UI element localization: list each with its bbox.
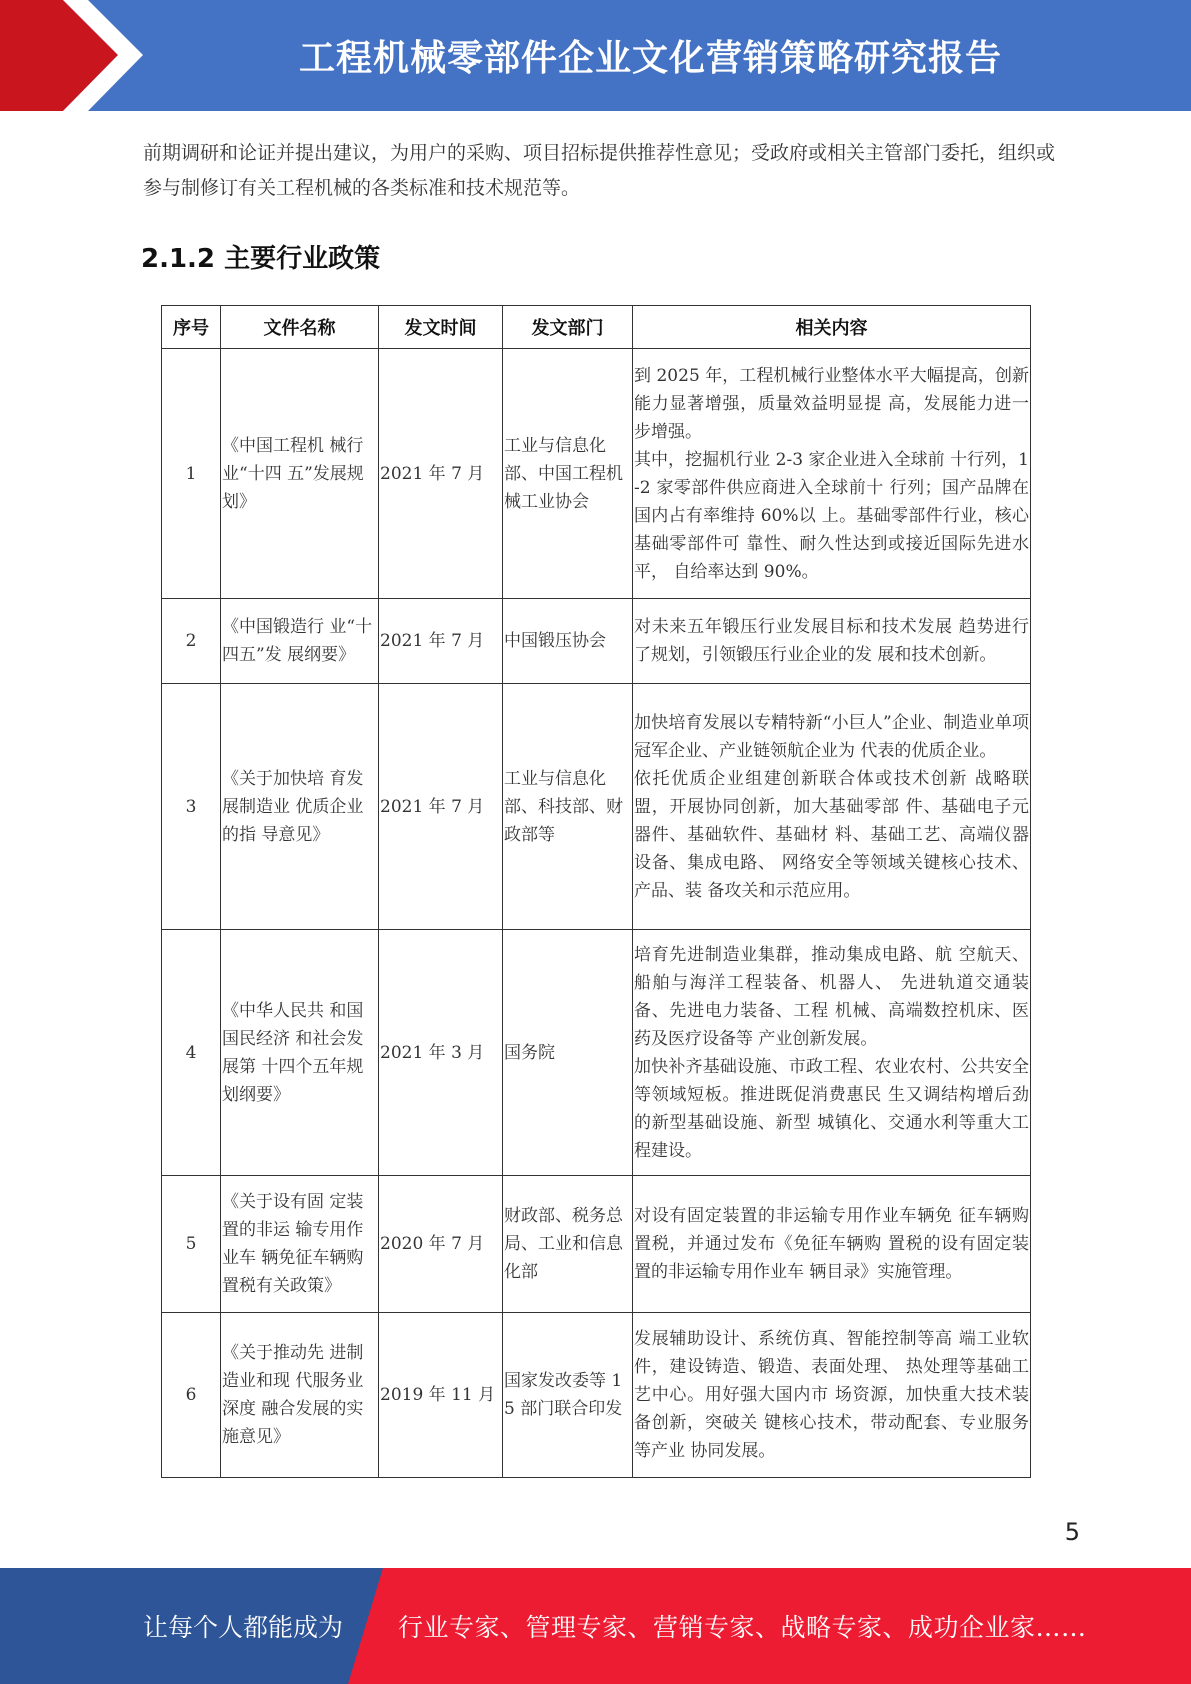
cell-content: 发展辅助设计、系统仿真、智能控制等高 端工业软件，建设铸造、锻造、表面处理、 热处理等基础工艺中心。用好强大国内市 场资源，加快重大技术装备创新，突破关 键核心技术，带动配套、专业服务等产业 协同发展。 (633, 1313, 1031, 1478)
cell-no: 4 (162, 930, 221, 1176)
cell-no: 5 (162, 1176, 221, 1313)
cell-content: 对未来五年锻压行业发展目标和技术发展 趋势进行了规划，引领锻压行业企业的发 展和技术创新。 (633, 599, 1031, 684)
cell-date: 2021 年 7 月 (379, 599, 503, 684)
cell-content: 对设有固定装置的非运输专用作业车辆免 征车辆购置税，并通过发布《免征车辆购 置税的设有固定装置的非运输专用作业车 辆目录》实施管理。 (633, 1176, 1031, 1313)
cell-no: 2 (162, 599, 221, 684)
table-row (162, 1176, 1031, 1313)
page-footer (0, 1568, 1191, 1684)
cell-dept: 工业与信息化部、科技部、财政部等 (503, 684, 633, 930)
section-heading: 2.1.2 主要行业政策 (141, 244, 381, 274)
cell-dept: 工业与信息化部、中国工程机械工业协会 (503, 349, 633, 599)
table-cutoff (150, 1478, 1050, 1538)
table-row (162, 930, 1031, 1176)
cell-name: 《关于加快培 育发展制造业 优质企业的指 导意见》 (221, 684, 379, 930)
intro-paragraph: 前期调研和论证并提出建议，为用户的采购、项目招标提供推荐性意见；受政府或相关主管部门委托，组织或参与制修订有关工程机械的各类标准和技术规范等。 (143, 142, 1056, 199)
cell-name: 《关于推动先 进制造业和现 代服务业深度 融合发展的实 施意见》 (221, 1313, 379, 1478)
header-dept: 发文部门 (503, 306, 633, 349)
report-title: 工程机械零部件企业文化营销策略研究报告 (298, 38, 1002, 79)
header-chevron-shape (0, 0, 150, 111)
policy-table (161, 305, 1031, 1478)
header-date: 发文时间 (379, 306, 503, 349)
table-row (162, 1313, 1031, 1478)
cell-date: 2020 年 7 月 (379, 1176, 503, 1313)
table-header-row (162, 306, 1031, 349)
cell-name: 《关于设有固 定装置的非运 输专用作业车 辆免征车辆购 置税有关政策》 (221, 1176, 379, 1313)
cell-name: 《中华人民共 和国国民经济 和社会发展第 十四个五年规 划纲要》 (221, 930, 379, 1176)
cell-dept: 国家发改委等 15 部门联合印发 (503, 1313, 633, 1478)
page-number: 5 (1064, 1518, 1080, 1546)
cell-dept: 国务院 (503, 930, 633, 1176)
cell-date: 2021 年 7 月 (379, 684, 503, 930)
cell-no: 1 (162, 349, 221, 599)
table-row (162, 684, 1031, 930)
cell-name: 《中国工程机 械行业“十四 五”发展规划》 (221, 349, 379, 599)
cell-dept: 财政部、税务总局、工业和信息化部 (503, 1176, 633, 1313)
cell-dept: 中国锻压协会 (503, 599, 633, 684)
table-row (162, 349, 1031, 599)
table-row (162, 599, 1031, 684)
cell-name: 《中国锻造行 业“十四五”发 展纲要》 (221, 599, 379, 684)
cell-content: 培育先进制造业集群，推动集成电路、航 空航天、船舶与海洋工程装备、机器人、 先进轨道交通装备、先进电力装备、工程 机械、高端数控机床、医药及医疗设备等 产业创新发展。 加快补齐基础设施、市政工程、农业农村、公共安全等领域短板。推进既促消费惠民 生又调结构增后劲的新型基础设施、新型 城镇化、交通水利等重大工程建设。 (633, 930, 1031, 1176)
cell-date: 2019 年 11 月 (379, 1313, 503, 1478)
table-body (162, 349, 1031, 1478)
page-header (0, 0, 1191, 111)
cell-date: 2021 年 7 月 (379, 349, 503, 599)
cell-date: 2021 年 3 月 (379, 930, 503, 1176)
header-content: 相关内容 (633, 306, 1031, 349)
header-name: 文件名称 (221, 306, 379, 349)
cell-no: 3 (162, 684, 221, 930)
footer-slogan-right: 行业专家、管理专家、营销专家、战略专家、成功企业家…… (398, 1613, 1087, 1642)
cell-content: 加快培育发展以专精特新“小巨人”企业、制造业单项冠军企业、产业链领航企业为 代表的优质企业。 依托优质企业组建创新联合体或技术创新 战略联盟，开展协同创新，加大基础零部 件、基础电子元器件、基础软件、基础材 料、基础工艺、高端仪器设备、集成电路、 网络安全等领域关键核心技术、产品、装 备攻关和示范应用。 (633, 684, 1031, 930)
header-no: 序号 (162, 306, 221, 349)
cell-no: 6 (162, 1313, 221, 1478)
footer-slogan-left: 让每个人都能成为 (143, 1613, 344, 1642)
cell-content: 到 2025 年，工程机械行业整体水平大幅提高，创新能力显著增强，质量效益明显提 高，发展能力进一步增强。 其中，挖掘机行业 2-3 家企业进入全球前 十行列，1-2 家零部件供应商进入全球前十 行列；国产品牌在国内占有率维持 60%以 上。基础零部件行业，核心基础零部件可 靠性、耐久性达到或接近国际先进水平， 自给率达到 90%。 (633, 349, 1031, 599)
